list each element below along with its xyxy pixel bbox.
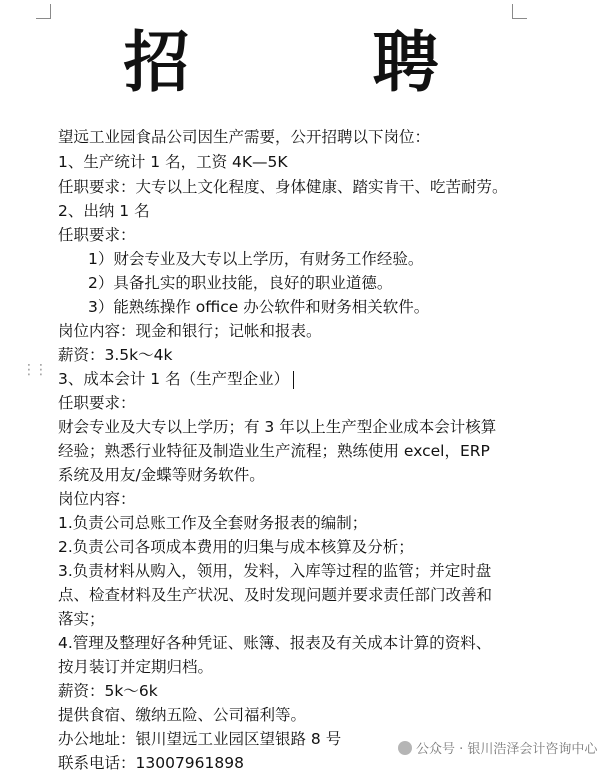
text-cursor: [293, 371, 294, 389]
position-3-requirements-line-2: 经验；熟悉行业特征及制造业生产流程；熟练使用 excel，ERP: [58, 442, 490, 460]
position-2-requirements-label: 任职要求：: [58, 226, 136, 244]
position-1-requirements: 任职要求：大专以上文化程度、身体健康、踏实肯干、吃苦耐劳。: [58, 178, 508, 196]
position-3-requirements-label: 任职要求：: [58, 394, 136, 412]
position-3-duty-3-line-1: 3.负责材料从购入，领用，发料，入库等过程的监管；并定时盘: [58, 562, 492, 580]
page-title: 招 聘: [123, 24, 519, 101]
wechat-logo-icon: [398, 741, 412, 755]
position-3-duty-1: 1.负责公司总账工作及全套财务报表的编制；: [58, 514, 368, 532]
position-3-requirements-line-3: 系统及用友/金蝶等财务软件。: [58, 466, 265, 484]
position-3-duty-2: 2.负责公司各项成本费用的归集与成本核算及分析；: [58, 538, 414, 556]
position-3-salary: 薪资：5k～6k: [58, 682, 158, 700]
benefits: 提供食宿、缴纳五险、公司福利等。: [58, 706, 307, 724]
position-3-heading[interactable]: [58, 368, 294, 390]
position-1-heading: 1、生产统计 1 名，工资 4K—5K: [58, 153, 288, 171]
position-2-heading: 2、出纳 1 名: [58, 202, 150, 220]
position-2-salary: 薪资：3.5k～4k: [58, 346, 173, 364]
position-3-duty-4-line-1: 4.管理及整理好各种凭证、账簿、报表及有关成本计算的资料、: [58, 634, 492, 652]
position-2-requirement-3: 3）能熟练操作 office 办公软件和财务相关软件。: [88, 298, 430, 316]
position-3-duty-3-line-2: 点、检查材料及生产状况、及时发现问题并要求责任部门改善和: [58, 586, 493, 604]
position-3-duty-4-line-2: 按月装订并定期归档。: [58, 658, 214, 676]
drag-handle-icon[interactable]: ⋮⋮: [22, 362, 46, 378]
position-3-heading-text: 3、成本会计 1 名（生产型企业）: [58, 370, 290, 388]
intro-text: 望远工业园食品公司因生产需要，公开招聘以下岗位：: [58, 128, 431, 146]
position-3-duty-3-line-3: 落实；: [58, 610, 105, 628]
office-address: 办公地址：银川望远工业园区望银路 8 号: [58, 730, 342, 748]
position-3-duties-label: 岗位内容：: [58, 490, 136, 508]
position-2-duties: 岗位内容：现金和银行；记帐和报表。: [58, 322, 322, 340]
position-2-requirement-1: 1）财会专业及大专以上学历，有财务工作经验。: [88, 250, 424, 268]
page-corner-mark-right: [512, 4, 527, 19]
contact-phone: 联系电话：13007961898: [58, 754, 244, 772]
page-corner-mark-left: [36, 4, 51, 19]
watermark-text: 公众号 · 银川浩泽会计咨询中心: [416, 742, 597, 757]
position-3-requirements-line-1: 财会专业及大专以上学历；有 3 年以上生产型企业成本会计核算: [58, 418, 497, 436]
position-2-requirement-2: 2）具备扎实的职业技能，良好的职业道德。: [88, 274, 393, 292]
watermark: [398, 738, 597, 757]
